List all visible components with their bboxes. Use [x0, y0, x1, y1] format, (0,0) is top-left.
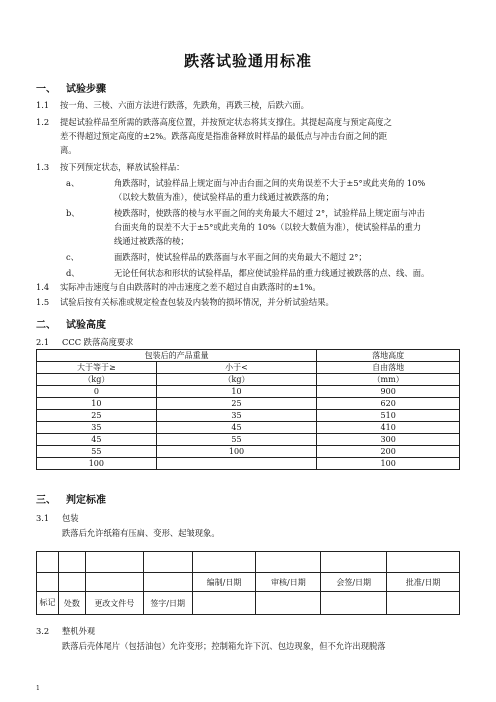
- table-cell: 0: [37, 386, 157, 398]
- table-row: [37, 434, 460, 446]
- section-1-number: 一、: [36, 84, 56, 95]
- sub-c-line: 面跌落时，使试验样品的跌落面与水平面之间的夹角最大不超过 2°；: [114, 252, 367, 262]
- sub-c-label: c、: [66, 252, 79, 262]
- table-header-cell: 落地高度: [317, 350, 460, 362]
- table-cell: 35: [156, 410, 317, 422]
- table-header-cell: 小于<: [156, 362, 317, 374]
- sub-b-line: 棱跌落时，使跌落的棱与水平面之间的夹角最大不超过 2°，试验样品上规定面与冲击: [114, 208, 425, 218]
- item-number: 2.1: [36, 337, 50, 347]
- item-1-4: [36, 282, 321, 293]
- table-header-cell: 大于等于≥: [37, 362, 157, 374]
- table-row: [37, 446, 460, 458]
- table-cell: （kg）: [37, 374, 157, 386]
- docno-label: 更改文件号: [85, 592, 143, 615]
- review-date-label: 审核/日期: [256, 573, 321, 592]
- sub-d-label: d、: [66, 268, 80, 278]
- item-number: 1.3: [36, 162, 50, 172]
- item-1-1: [36, 100, 309, 111]
- item-3-1-text: 跌落后允许纸箱有压扁、变形、起皱现象。: [62, 528, 220, 538]
- table-cell: 300: [317, 434, 460, 446]
- item-3-1: [36, 513, 79, 524]
- table-row: [37, 410, 460, 422]
- table-header-cell: 包装后的产品重量: [37, 350, 317, 362]
- table-row: [37, 422, 460, 434]
- item-number: 1.1: [36, 100, 50, 110]
- sub-b-label: b、: [66, 208, 80, 218]
- sub-b-line: 线通过被跌落的棱；: [114, 236, 189, 246]
- countersign-date-label: 会签/日期: [321, 573, 387, 592]
- item-number: 3.1: [36, 513, 50, 523]
- section-3-number: 三、: [36, 495, 56, 506]
- section-2-number: 二、: [36, 320, 56, 331]
- signoff-row-blank: [37, 552, 460, 573]
- table-cell: [156, 458, 317, 470]
- item-text: 包装: [62, 513, 79, 523]
- page-number: 1: [36, 685, 40, 692]
- drop-height-table: [36, 349, 460, 470]
- table-cell: 510: [317, 410, 460, 422]
- sub-b-line: 台面夹角的误差不大于±5°或此夹角的 10%（以较大数值为准），使试验样品的重力: [114, 222, 422, 232]
- table-cell: 100: [156, 446, 317, 458]
- item-1-3: [36, 162, 184, 173]
- table-cell: 25: [37, 410, 157, 422]
- item-text: 整机外观: [62, 626, 96, 636]
- sub-a-line: 角跌落时，试验样品上规定面与冲击台面之间的夹角误差不大于±5°或此夹角的 10%: [114, 178, 426, 188]
- section-3-heading: [36, 491, 106, 506]
- item-text: 按下列预定状态，释放试验样品：: [60, 162, 185, 172]
- section-1-heading: [36, 80, 106, 95]
- sign-date-label: 签字/日期: [143, 592, 192, 615]
- section-3-title: 判定标准: [66, 495, 106, 506]
- table-cell: 35: [37, 422, 157, 434]
- item-2-1: [36, 337, 133, 348]
- table-cell: 620: [317, 398, 460, 410]
- table-cell: 10: [156, 386, 317, 398]
- table-row: [37, 398, 460, 410]
- sub-a-label: a、: [66, 178, 80, 188]
- table-cell: 200: [317, 446, 460, 458]
- section-2-title: 试验高度: [66, 320, 106, 331]
- table-cell: 25: [156, 398, 317, 410]
- table-row: [37, 458, 460, 470]
- section-1-title: 试验步骤: [66, 84, 106, 95]
- table-cell: 410: [317, 422, 460, 434]
- count-label: 处数: [58, 592, 85, 615]
- item-text: 提起试验样品至所需的跌落高度位置，并按预定状态将其支撑住。其提起高度与预定高度之: [60, 117, 392, 127]
- item-number: 1.2: [36, 117, 50, 127]
- document-title: 跌落试验通用标准: [183, 52, 312, 70]
- signoff-row-change: [37, 592, 460, 615]
- sub-a-line: （以较大数值为准），使试验样品的重力线通过被跌落的角；: [114, 192, 334, 202]
- approve-date-label: 批准/日期: [387, 573, 460, 592]
- table-cell: 10: [37, 398, 157, 410]
- table-unit-row: [37, 374, 460, 386]
- item-3-2-text: 跌落后壳体尾片（包括油包）允许变形；控制箱允许下沉、包边现象，但不允许出现脱落: [62, 641, 386, 651]
- item-1-2-cont: 差不得超过预定高度的±2%。跌落高度是指准备释放时样品的最低点与冲击台面之间的距: [60, 131, 388, 141]
- table-header-cell: 自由落地: [317, 362, 460, 374]
- section-2-heading: [36, 316, 106, 331]
- sub-d-line: 无论任何状态和形状的试验样品，都应使试验样品的重力线通过被跌落的点、线、面。: [114, 268, 430, 278]
- item-1-2-cont: 离。: [60, 145, 77, 155]
- item-number: 1.4: [36, 282, 50, 292]
- table-header-row: [37, 362, 460, 374]
- item-3-2: [36, 626, 95, 637]
- table-cell: 45: [156, 422, 317, 434]
- item-text: 试验后按有关标准或规定检查包装及内装物的损坏情况，并分析试验结果。: [60, 297, 334, 307]
- item-number: 1.5: [36, 297, 50, 307]
- table-cell: 55: [37, 446, 157, 458]
- item-1-2: [36, 117, 392, 128]
- table-cell: 100: [37, 458, 157, 470]
- table-cell: 100: [317, 458, 460, 470]
- table-cell: 900: [317, 386, 460, 398]
- compile-date-label: 编制/日期: [192, 573, 256, 592]
- table-cell: 45: [37, 434, 157, 446]
- table-header-row: [37, 350, 460, 362]
- table-cell: （kg）: [156, 374, 317, 386]
- table-cell: 55: [156, 434, 317, 446]
- item-text: 按一角、三棱、六面方法进行跌落，先跌角，再跌三棱，后跌六面。: [60, 100, 309, 110]
- mark-label: 标记: [37, 592, 59, 615]
- item-text: 实际冲击速度与自由跌落时的冲击速度之差不超过自由跌落时的±1%。: [60, 282, 321, 292]
- signoff-table: [36, 551, 460, 615]
- item-number: 3.2: [36, 626, 50, 636]
- signoff-row-labels: [37, 573, 460, 592]
- item-text: CCC 跌落高度要求: [62, 337, 134, 347]
- table-cell: （mm）: [317, 374, 460, 386]
- table-row: [37, 386, 460, 398]
- item-1-5: [36, 297, 334, 308]
